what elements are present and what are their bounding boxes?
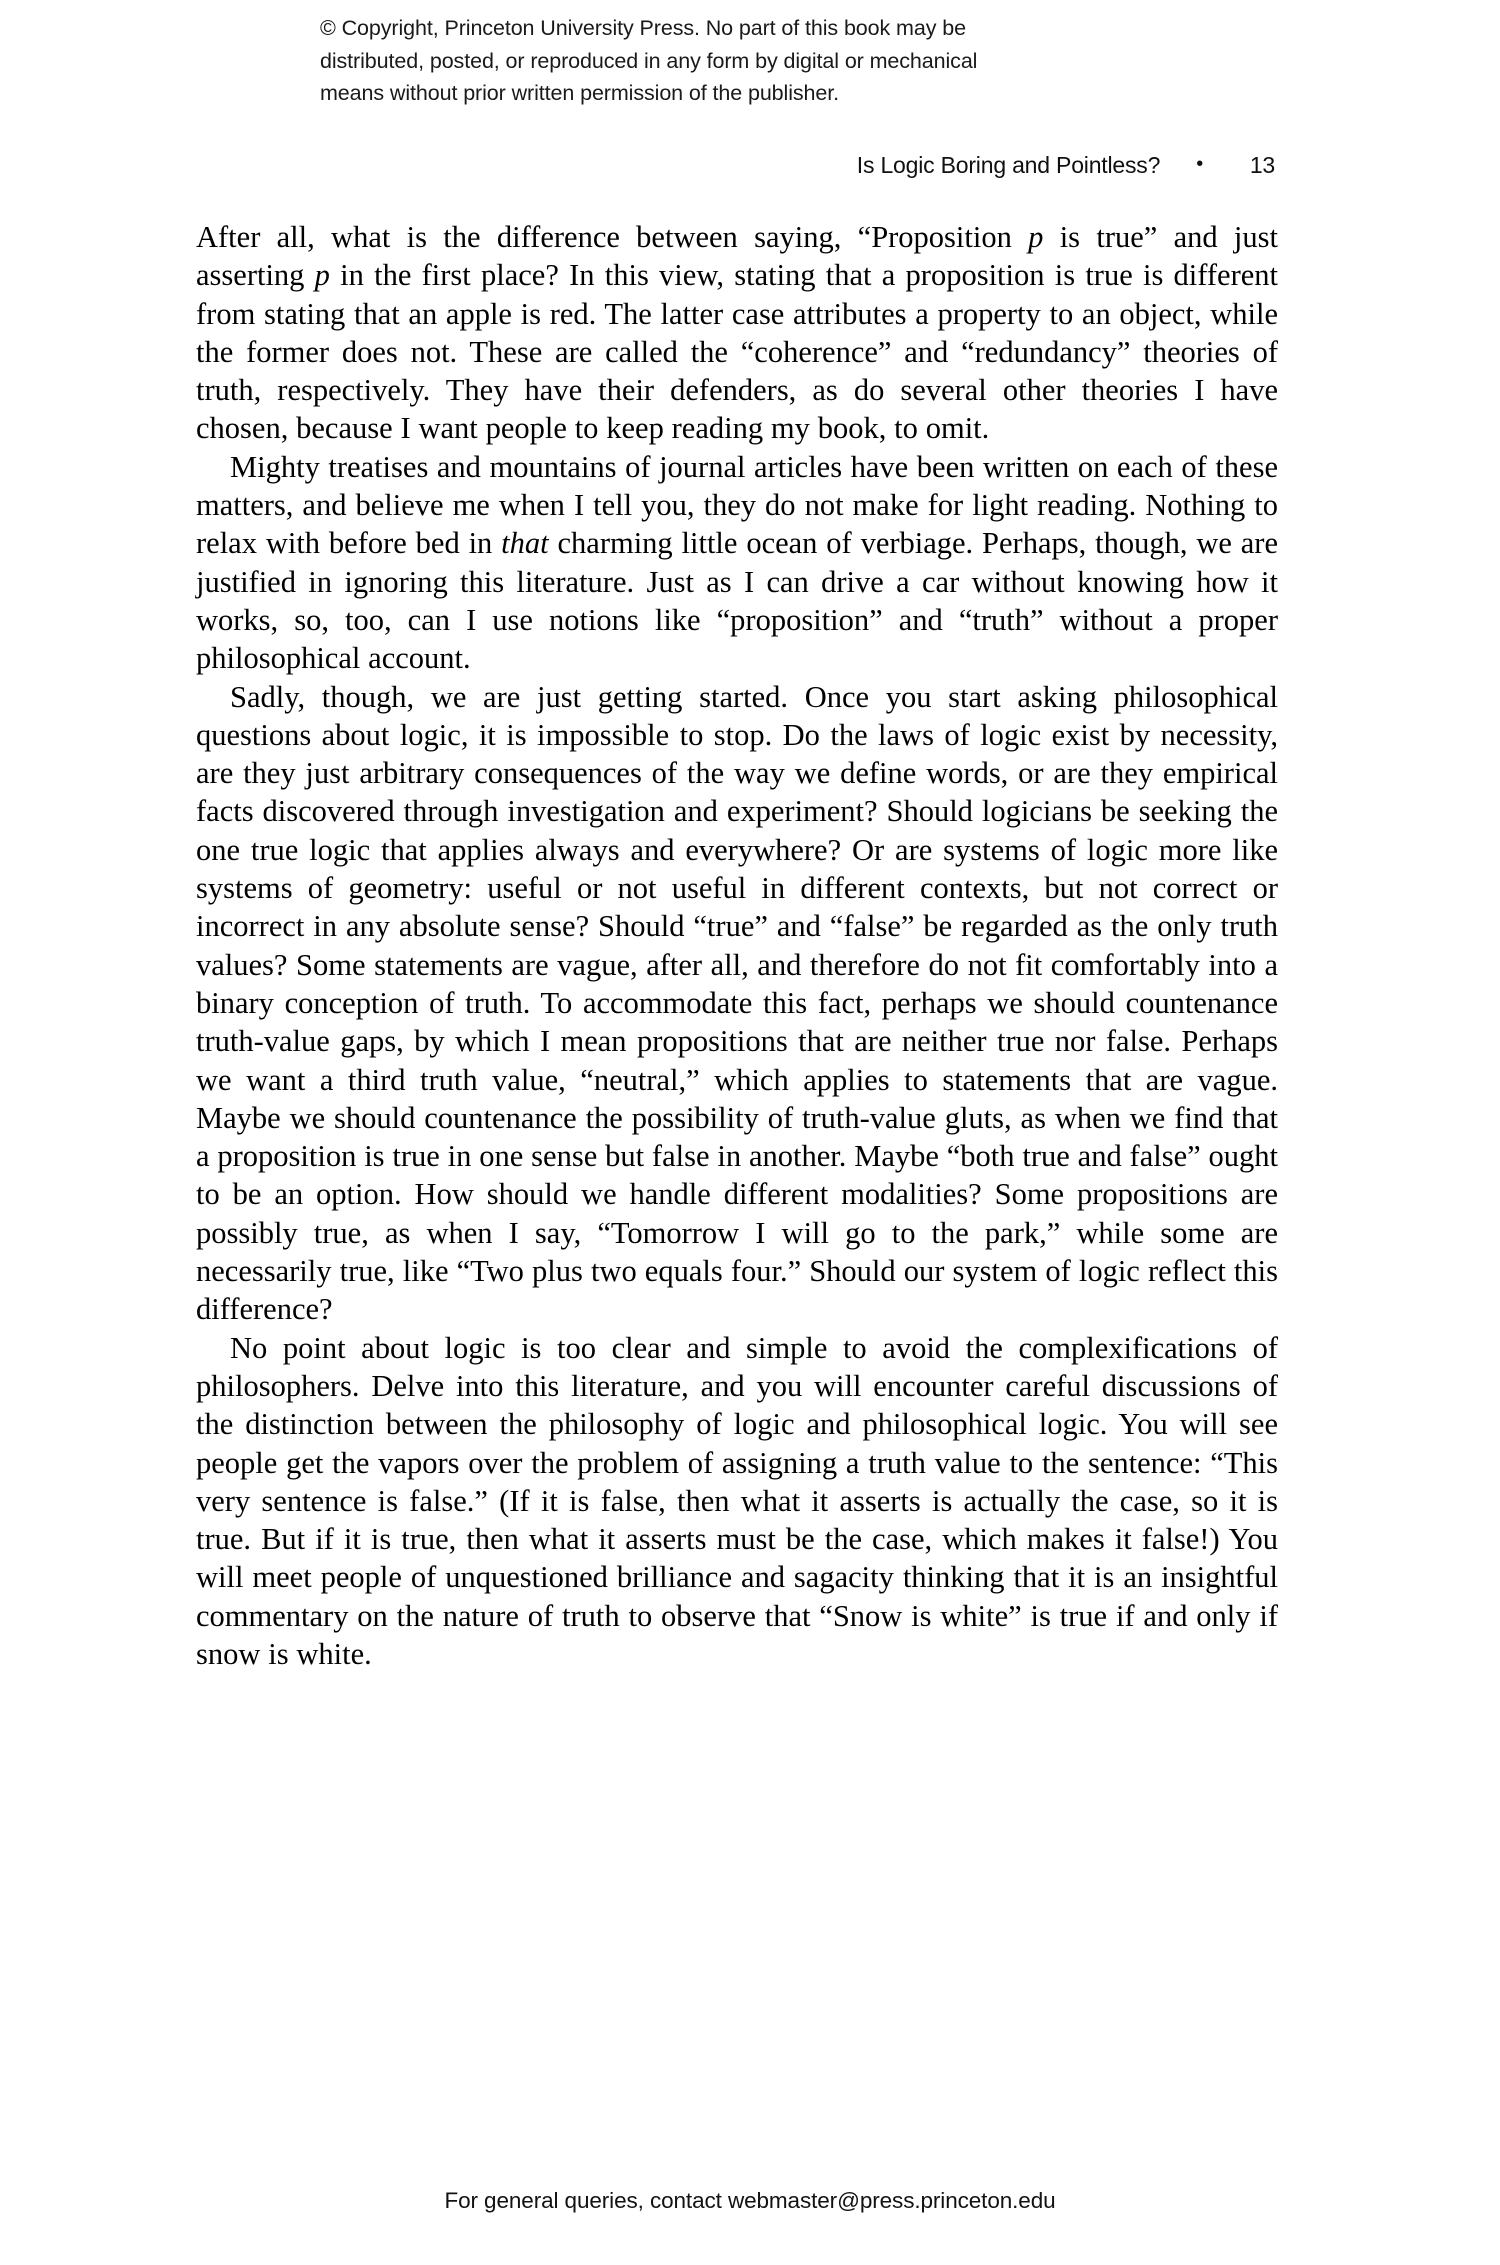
body-text: After all, what is the difference between saying, “Proposition bbox=[196, 220, 1029, 254]
para-sadly-though bbox=[196, 678, 1278, 1329]
page-footer-text: For general queries, contact webmaster@press.princeton.edu bbox=[444, 2188, 1056, 2213]
emphasis-text: that bbox=[501, 526, 549, 561]
emphasis-text: p bbox=[1028, 220, 1044, 254]
para-no-point bbox=[196, 1329, 1278, 1674]
body-text: in the first place? In this view, stating that a proposition is true is different from stating that an apple is red. The latter case attributes a property to an object, while the former does not. These are called the “coherence” and “redundancy” theories of truth, respectively. They have their defenders, as do several other theories I have chosen, because I want people to keep reading my book, to omit. bbox=[196, 258, 1278, 446]
emphasis-text: p bbox=[314, 258, 330, 293]
copyright-notice-line-3: means without prior written permission of the publisher. bbox=[320, 81, 840, 106]
page-number: 13 bbox=[1249, 152, 1275, 178]
body-text: Sadly, though, we are just getting started. Once you start asking philosophical questions about logic, it is impossible to stop. Do the laws of logic exist by necessity, are they just arbitrary consequences of the way we define words, or are they empirical facts discovered through investigation and experiment? Should logicians be seeking the one true logic that applies always and everywhere? Or are systems of logic more like systems of geometry: useful or not useful in different contexts, but not correct or incorrect in any absolute sense? Should “true” and “false” be regarded as the only truth values? Some statements are vague, after all, and therefore do not fit comfortably into a binary conception of truth. To accommodate this fact, perhaps we should countenance truth-value gaps, by which I mean propositions that are neither true nor false. Perhaps we want a third truth value, “neutral,” which applies to statements that are vague. Maybe we should countenance the possibility of truth-value gluts, as when we find that a proposition is true in one sense but false in another. Maybe “both true and false” ought to be an option. How should we handle different modalities? Some propositions are possibly true, as when I say, “Tomorrow I will go to the park,” while some are necessarily true, like “Two plus two equals four.” Should our system of logic reflect this difference? bbox=[196, 679, 1278, 1327]
body-text: is true” and just asserting bbox=[196, 220, 1279, 293]
body-text: Mighty treatises and mountains of journal articles have been written on each of these matters, and believe me when I tell you, they do not make for light reading. Nothing to relax with before bed in bbox=[196, 449, 1278, 561]
bullet-separator-icon: • bbox=[1196, 153, 1203, 175]
para-after-all bbox=[196, 218, 1278, 448]
copyright-notice-line-1: © Copyright, Princeton University Press. No part of this book may be bbox=[320, 16, 966, 40]
copyright-notice bbox=[320, 12, 1160, 110]
body-text: charming little ocean of verbiage. Perhaps, though, we are justified in ignoring this literature. Just as I can drive a car without knowing how it works, so, too, can I use notions like “proposition” and “truth” without a proper philosophical account. bbox=[196, 526, 1278, 676]
copyright-notice-line-2: distributed, posted, or reproduced in any form by digital or mechanical bbox=[320, 48, 978, 73]
para-mighty-treatises bbox=[196, 448, 1278, 678]
running-head-title: Is Logic Boring and Pointless? bbox=[856, 152, 1161, 178]
running-head bbox=[195, 152, 1275, 179]
body-text-column bbox=[196, 218, 1278, 1673]
page-footer bbox=[0, 2188, 1500, 2214]
body-text: No point about logic is too clear and simple to avoid the complexifications of philosophers. Delve into this literature, and you will encounter careful discussions of the distinction between the philosophy of logic and philosophical logic. You will see people get the vapors over the problem of assigning a truth value to the sentence: “This very sentence is false.” (If it is false, then what it asserts is actually the case, so it is true. But if it is true, then what it asserts must be the case, which makes it false!) You will meet people of unquestioned brilliance and sagacity thinking that it is an insightful commentary on the nature of truth to observe that “Snow is white” is true if and only if snow is white. bbox=[196, 1330, 1278, 1671]
